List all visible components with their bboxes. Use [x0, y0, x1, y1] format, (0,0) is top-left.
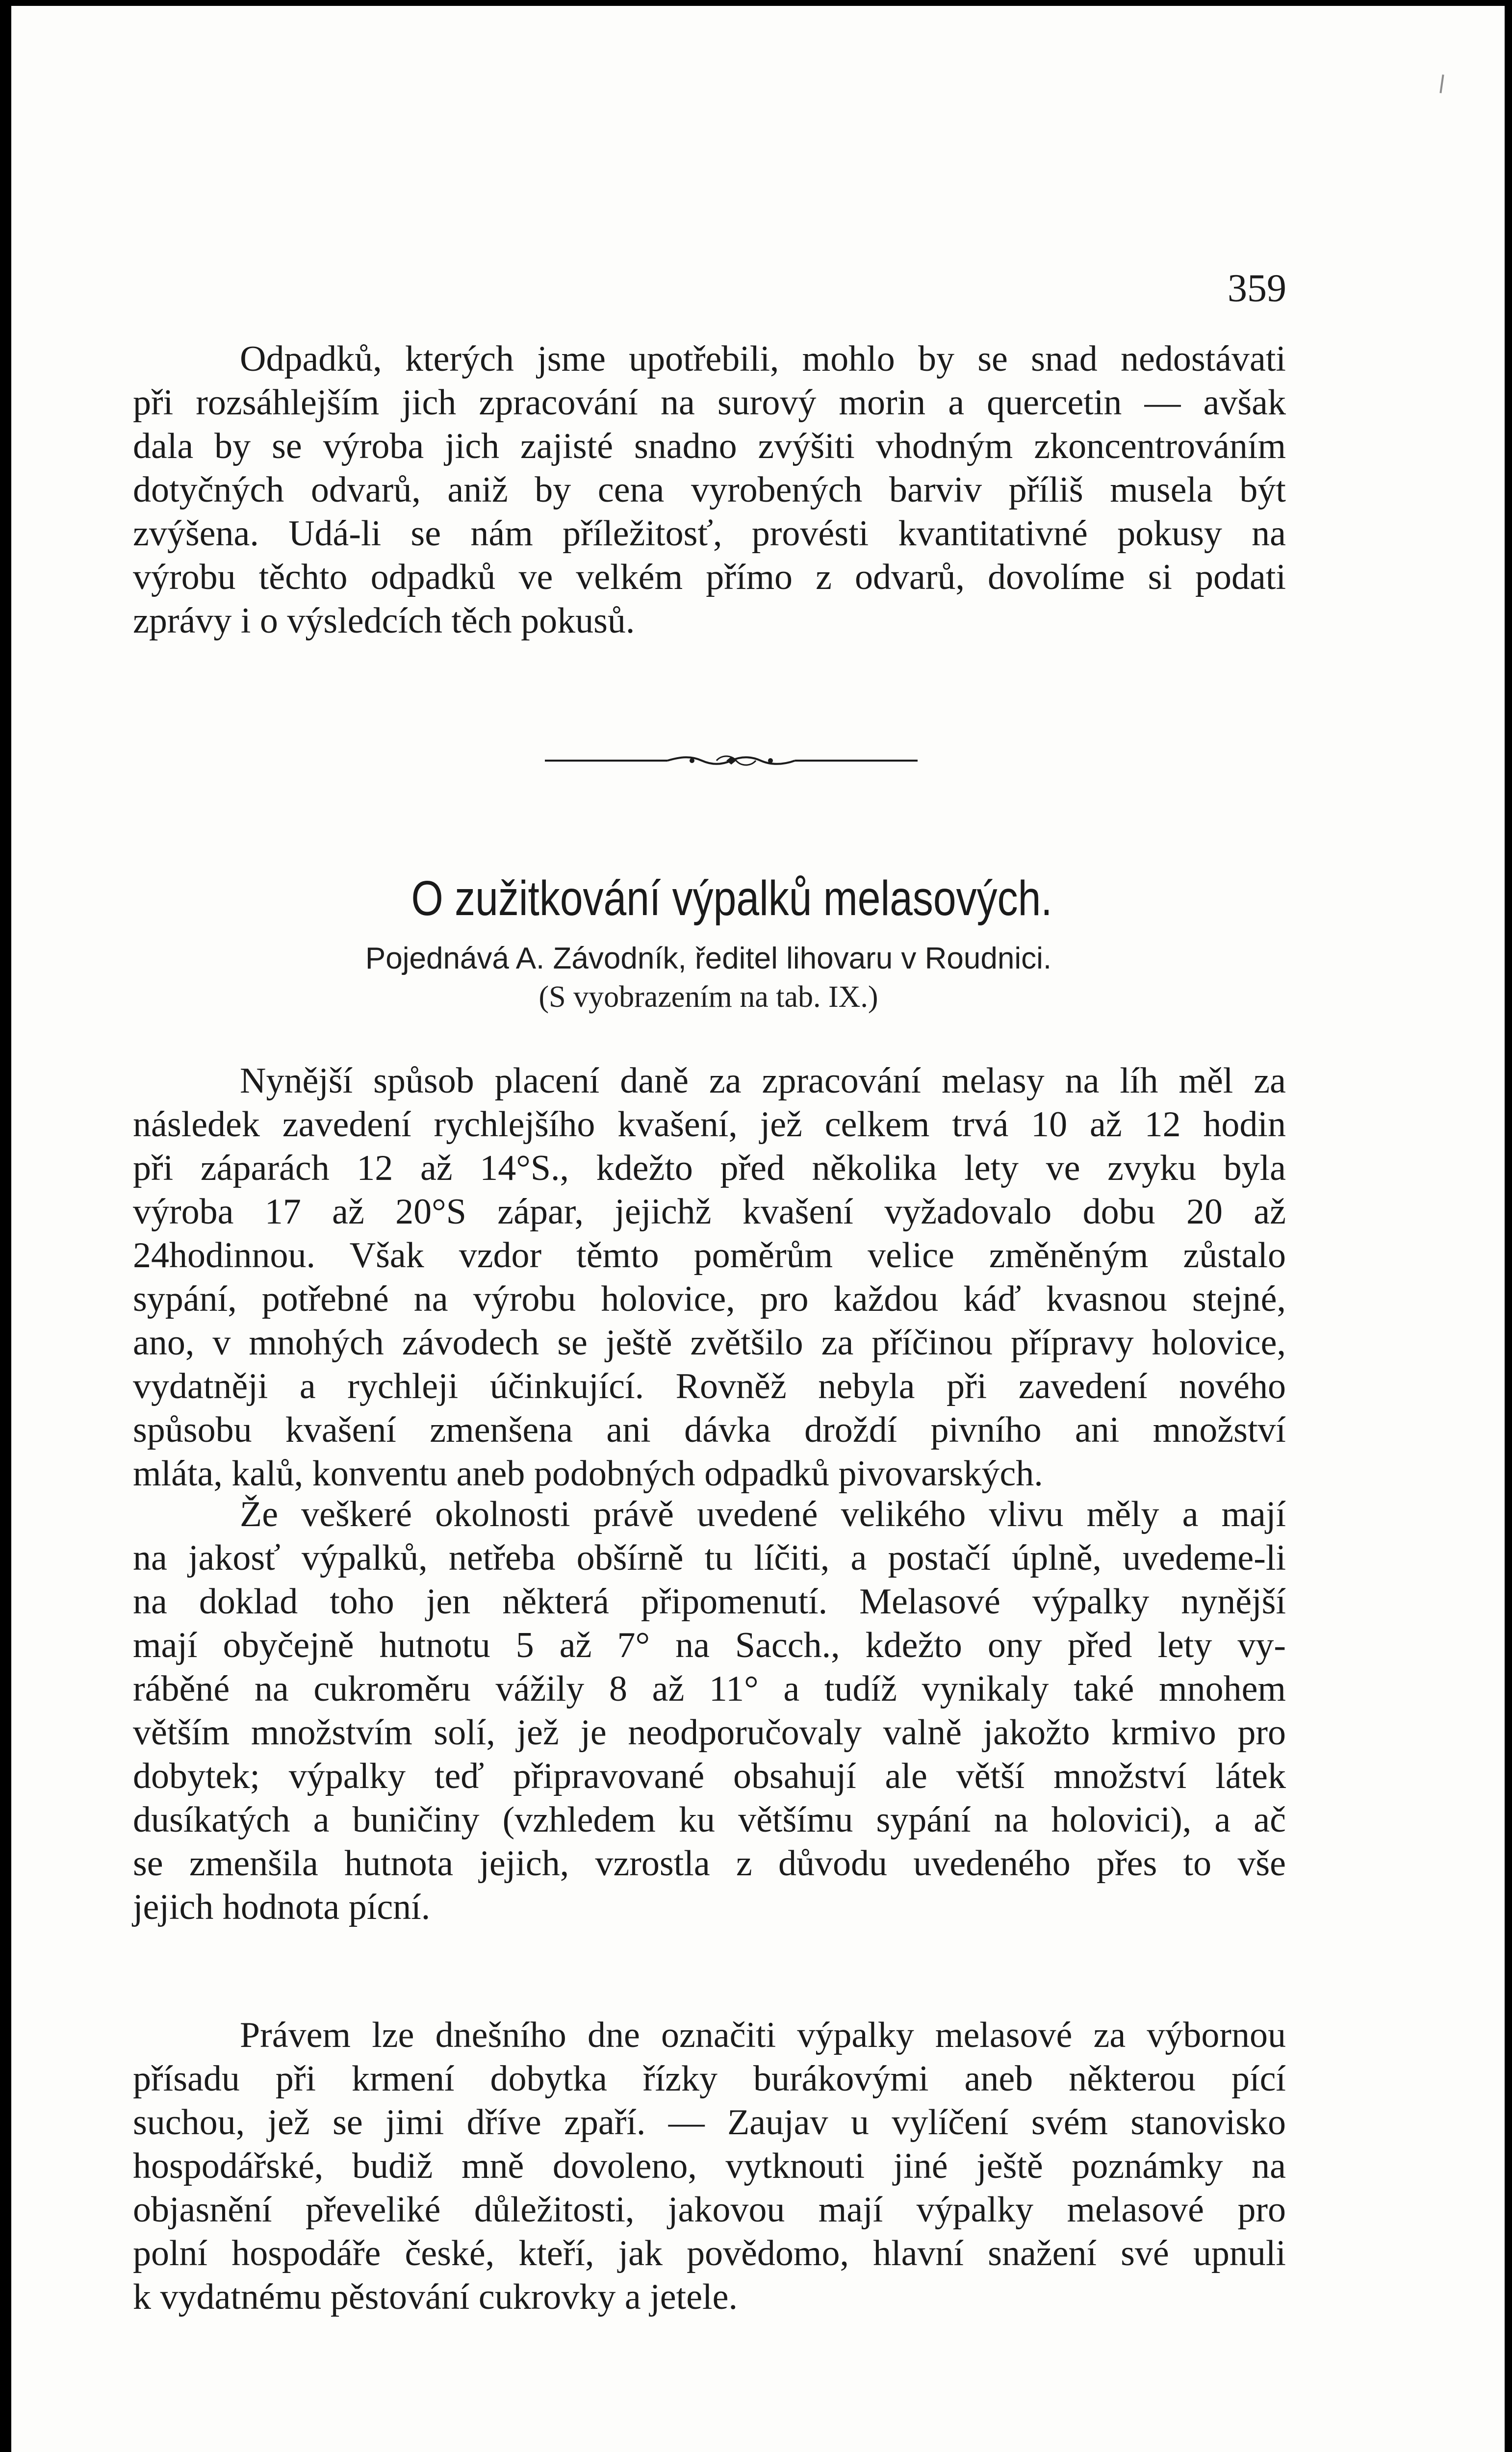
page-number: 359	[1228, 267, 1286, 310]
text-line: ano, v mnohých závodech se ještě zvětšilo za příčinou přípravy holovice,	[133, 1323, 1286, 1363]
paragraph-1	[133, 1059, 1286, 1496]
article-plate-note: (S vyobrazením na tab. IX.)	[538, 980, 878, 1014]
text-line: Právem lze dnešního dne označiti výpalky melasové za výbornou	[240, 2015, 1286, 2055]
paragraph-2	[133, 1493, 1286, 1929]
text-line: k vydatnému pěstování cukrovky a jetele.	[133, 2277, 738, 2317]
text-line: mláta, kalů, konventu aneb podobných odpadků pivovarských.	[133, 1454, 1043, 1494]
text-line: 24hodinnou. Však vzdor těmto poměrům velice změněným zůstalo	[133, 1235, 1286, 1276]
text-line: následek zavedení rychlejšího kvašení, jež celkem trvá 10 až 12 hodin	[133, 1104, 1286, 1145]
text-line: výrobu těchto odpadků ve velkém přímo z odvarů, dovolíme si podati	[133, 557, 1286, 597]
text-line: dusíkatých a buničiny (vzhledem ku většímu sypání na holovici), a ač	[133, 1800, 1286, 1840]
text-line: přísadu při krmení dobytka řízky burákovými aneb některou pící	[133, 2059, 1286, 2099]
text-line: polní hospodáře české, kteří, jak povědomo, hlavní snažení své upnuli	[133, 2233, 1286, 2273]
text-line: jejich hodnota pícní.	[133, 1887, 431, 1927]
text-line: na doklad toho jen některá připomenutí. Melasové výpalky nynější	[133, 1582, 1286, 1622]
text-line: spůsobu kvašení zmenšena ani dávka droždí pivního ani množství	[133, 1410, 1286, 1450]
text-line: dotyčných odvarů, aniž by cena vyrobených barviv příliš musela být	[133, 470, 1286, 510]
section-divider	[545, 752, 918, 769]
paragraph-3	[133, 2014, 1286, 2319]
text-line: hospodářské, budiž mně dovoleno, vytknouti jiné ještě poznámky na	[133, 2146, 1286, 2186]
text-line: dobytek; výpalky teď připravované obsahují ale větší množství látek	[133, 1756, 1286, 1796]
article-title: O zužitkování výpalků melasových.	[411, 871, 1052, 926]
text-line: sypání, potřebné na výrobu holovice, pro každou káď kvasnou stejné,	[133, 1279, 1286, 1319]
text-line: objasnění převeliké důležitosti, jakovou mají výpalky melasové pro	[133, 2190, 1286, 2230]
text-line: mají obyčejně hutnotu 5 až 7° na Sacch., kdežto ony před lety vy-	[133, 1625, 1286, 1665]
scan-mark	[1439, 75, 1444, 93]
text-line: se zmenšila hutnota jejich, vzrostla z důvodu uvedeného přes to vše	[133, 1843, 1286, 1884]
text-line: výroba 17 až 20°S zápar, jejichž kvašení vyžadovalo dobu 20 až	[133, 1192, 1286, 1232]
text-line: při rozsáhlejším jich zpracování na surový morin a quercetin — avšak	[133, 383, 1286, 423]
text-line: zprávy i o výsledcích těch pokusů.	[133, 601, 635, 641]
text-line: dala by se výroba jich zajisté snadno zvýšiti vhodným zkoncentrováním	[133, 426, 1286, 466]
text-line: ráběné na cukroměru vážily 8 až 11° a tudíž vynikaly také mnohem	[133, 1669, 1286, 1709]
text-line: Nynější spůsob placení daně za zpracování melasy na líh měl za	[240, 1061, 1286, 1101]
intro-paragraph	[133, 337, 1286, 643]
text-line: při záparách 12 až 14°S., kdežto před několika lety ve zvyku byla	[133, 1148, 1286, 1188]
scanned-page	[11, 6, 1505, 2452]
article-byline: Pojednává A. Závodník, ředitel lihovaru v Roudnici.	[365, 942, 1052, 975]
text-line: Že veškeré okolnosti právě uvedené velikého vlivu měly a mají	[240, 1494, 1286, 1534]
text-line: větším množstvím solí, jež je neodporučovaly valně jakožto krmivo pro	[133, 1712, 1286, 1753]
text-line: na jakosť výpalků, netřeba obšírně tu líčiti, a postačí úplně, uvedeme-li	[133, 1538, 1286, 1578]
text-line: Odpadků, kterých jsme upotřebili, mohlo by se snad nedostávati	[240, 339, 1286, 379]
text-line: vydatněji a rychleji účinkující. Rovněž nebyla při zavedení nového	[133, 1366, 1286, 1406]
text-line: suchou, jež se jimi dříve zpaří. — Zaujav u vylíčení svém stanovisko	[133, 2102, 1286, 2143]
text-line: zvýšena. Udá-li se nám příležitosť, provésti kvantitativné pokusy na	[133, 513, 1286, 554]
